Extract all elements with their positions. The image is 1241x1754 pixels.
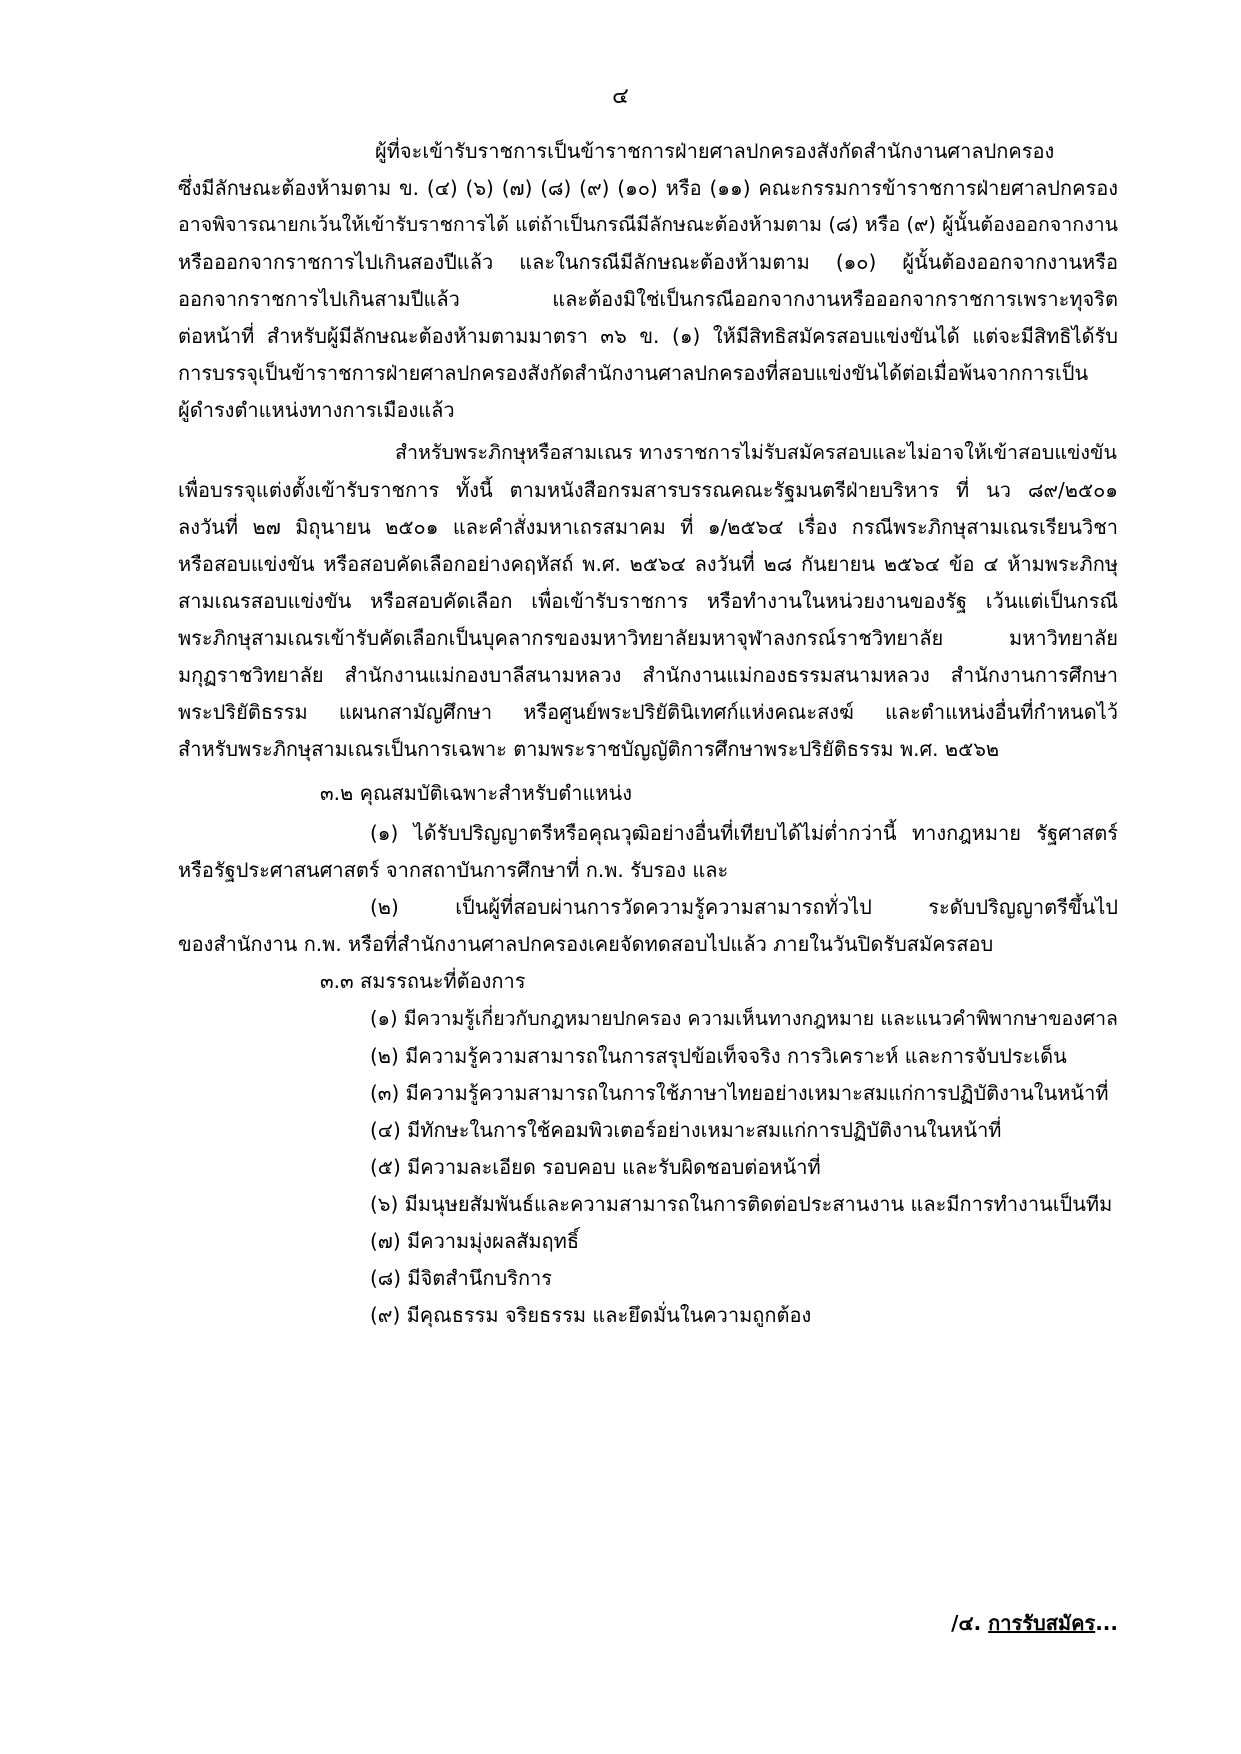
- section-3-2-item-2-cont: ของสำนักงาน ก.พ. หรือที่สำนักงานศาลปกครองเคยจัดทดสอบไปแล้ว ภายในวันปิดรับสมัครสอบ: [178, 932, 994, 956]
- page-number: ๔: [612, 84, 629, 109]
- paragraph-1-line-2: ซึ่งมีลักษณะต้องห้ามตาม ข. (๔) (๖) (๗) (๘) (๙) (๑๐) หรือ (๑๑) คณะกรรมการข้าราชการฝ่ายศาลปกครอง: [178, 176, 1118, 200]
- paragraph-2-line-3: ลงวันที่ ๒๗ มิถุนายน ๒๕๐๑ และคำสั่งมหาเถรสมาคม ที่ ๑/๒๕๖๔ เรื่อง กรณีพระภิกษุสามเณรเรียนวิชา: [178, 515, 1118, 539]
- paragraph-1-line-6: ต่อหน้าที่ สำหรับผู้มีลักษณะต้องห้ามตามมาตรา ๓๖ ข. (๑) ให้มีสิทธิสมัครสอบแข่งขันได้ แต่จะมีสิทธิได้รับ: [178, 324, 1118, 348]
- competency-item-4: (๔) มีทักษะในการใช้คอมพิวเตอร์อย่างเหมาะสมแก่การปฏิบัติงานในหน้าที่: [370, 1118, 1002, 1142]
- competency-item-5: (๕) มีความละเอียด รอบคอบ และรับผิดชอบต่อหน้าที่: [370, 1155, 821, 1179]
- paragraph-1-line-7: การบรรจุเป็นข้าราชการฝ่ายศาลปกครองสังกัดสำนักงานศาลปกครองที่สอบแข่งขันได้ต่อเมื่อพ้นจากการเป็น: [178, 361, 1089, 385]
- paragraph-2-line-6: พระภิกษุสามเณรเข้ารับคัดเลือกเป็นบุคลากรของมหาวิทยาลัยมหาจุฬาลงกรณ์ราชวิทยาลัย มหาวิทยาลัย: [178, 626, 1118, 650]
- section-3-3-heading: ๓.๓ สมรรถนะที่ต้องการ: [320, 969, 526, 993]
- paragraph-2-line-9: สำหรับพระภิกษุสามเณรเป็นการเฉพาะ ตามพระราชบัญญัติการศึกษาพระปริยัติธรรม พ.ศ. ๒๕๖๒: [178, 737, 1000, 761]
- competency-item-1: (๑) มีความรู้เกี่ยวกับกฎหมายปกครอง ความเห็นทางกฎหมาย และแนวคำพิพากษาของศาล: [370, 1007, 1118, 1030]
- section-3-2-item-1: (๑) ได้รับปริญญาตรีหรือคุณวุฒิอย่างอื่นที่เทียบได้ไม่ต่ำกว่านี้ ทางกฎหมาย รัฐศาสตร์: [370, 821, 1118, 845]
- paragraph-2-line-5: สามเณรสอบแข่งขัน หรือสอบคัดเลือก เพื่อเข้ารับราชการ หรือทำงานในหน่วยงานของรัฐ เว้นแต่เป็นกรณี: [178, 589, 1118, 613]
- section-3-2-item-1-cont: หรือรัฐประศาสนศาสตร์ จากสถาบันการศึกษาที่ ก.พ. รับรอง และ: [178, 858, 729, 882]
- section-3-2-heading: ๓.๒ คุณสมบัติเฉพาะสำหรับตำแหน่ง: [320, 781, 632, 805]
- paragraph-2-line-8: พระปริยัติธรรม แผนกสามัญศึกษา หรือศูนย์พระปริยัตินิเทศก์แห่งคณะสงฆ์ และตำแหน่งอื่นที่กำหนดไว้: [178, 700, 1118, 724]
- paragraph-1-line-4: หรือออกจากราชการไปเกินสองปีแล้ว และในกรณีมีลักษณะต้องห้ามตาม (๑๐) ผู้นั้นต้องออกจากงานหรือ: [178, 250, 1118, 274]
- section-3-2-item-2: (๒) เป็นผู้ที่สอบผ่านการวัดความรู้ความสามารถทั่วไป ระดับปริญญาตรีขึ้นไป: [370, 895, 1118, 919]
- competency-item-7: (๗) มีความมุ่งผลสัมฤทธิ์: [370, 1229, 580, 1253]
- competency-item-2: (๒) มีความรู้ความสามารถในการสรุปข้อเท็จจริง การวิเคราะห์ และการจับประเด็น: [370, 1044, 1067, 1068]
- competency-item-3: (๓) มีความรู้ความสามารถในการใช้ภาษาไทยอย่างเหมาะสมแก่การปฏิบัติงานในหน้าที่: [370, 1081, 1109, 1105]
- continuation-ellipsis: ...: [1095, 1611, 1118, 1635]
- competency-item-8: (๘) มีจิตสำนึกบริการ: [370, 1266, 553, 1290]
- paragraph-1-line-5: ออกจากราชการไปเกินสามปีแล้ว และต้องมิใช่เป็นกรณีออกจากงานหรือออกจากราชการเพราะทุจริต: [178, 287, 1118, 311]
- paragraph-1-line-1: ผู้ที่จะเข้ารับราชการเป็นข้าราชการฝ่ายศาลปกครองสังกัดสำนักงานศาลปกครอง: [375, 139, 1055, 163]
- paragraph-2-line-2: เพื่อบรรจุแต่งตั้งเข้ารับราชการ ทั้งนี้ ตามหนังสือกรมสารบรรณคณะรัฐมนตรีฝ่ายบริหาร ที่ นว ๘๙/๒๕๐๑: [178, 478, 1118, 502]
- paragraph-2-line-7: มกุฏราชวิทยาลัย สำนักงานแม่กองบาลีสนามหลวง สำนักงานแม่กองธรรมสนามหลวง สำนักงานการศึกษา: [178, 663, 1118, 687]
- competency-item-9: (๙) มีคุณธรรม จริยธรรม และยึดมั่นในความถูกต้อง: [370, 1303, 812, 1327]
- continuation-prefix: /๔.: [951, 1611, 982, 1635]
- paragraph-2-line-4: หรือสอบแข่งขัน หรือสอบคัดเลือกอย่างคฤหัสถ์ พ.ศ. ๒๕๖๔ ลงวันที่ ๒๘ กันยายน ๒๕๖๔ ข้อ ๔ ห้ามพระภิกษุ: [178, 552, 1118, 576]
- paragraph-1-line-3: อาจพิจารณายกเว้นให้เข้ารับราชการได้ แต่ถ้าเป็นกรณีมีลักษณะต้องห้ามตาม (๘) หรือ (๙) ผู้นั้นต้องออกจากงาน: [178, 213, 1119, 236]
- continuation-marker: [800, 1608, 1118, 1638]
- continuation-next-section: การรับสมัคร: [988, 1611, 1096, 1635]
- paragraph-1-line-8: ผู้ดำรงตำแหน่งทางการเมืองแล้ว: [178, 398, 455, 422]
- competency-item-6: (๖) มีมนุษยสัมพันธ์และความสามารถในการติดต่อประสานงาน และมีการทำงานเป็นทีม: [370, 1192, 1113, 1216]
- paragraph-2-line-1: สำหรับพระภิกษุหรือสามเณร ทางราชการไม่รับสมัครสอบและไม่อาจให้เข้าสอบแข่งขัน: [395, 441, 1117, 464]
